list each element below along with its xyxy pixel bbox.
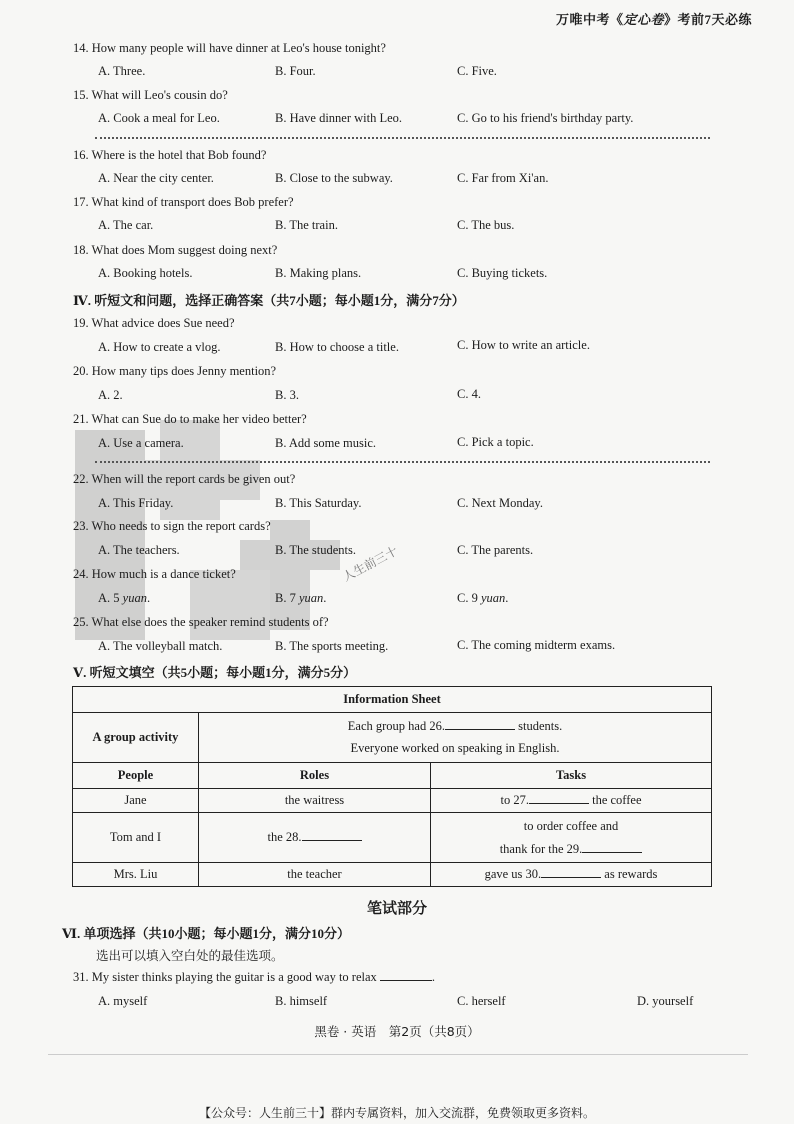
question-16-stem: 16. Where is the hotel that Bob found? [73,148,267,162]
question-20-option-b: B. 3. [275,388,299,402]
section-6-heading: Ⅵ. 单项选择（共10小题；每小题1分，满分10分） [62,926,350,941]
promo-text: 【公众号：人生前三十】群内专属资料，加入交流群，免费领取更多资料。 [198,1106,595,1120]
table-title: Information Sheet [73,687,712,713]
question-24-stem: 24. How much is a dance ticket? [73,567,236,581]
section-5-heading: Ⅴ. 听短文填空（共5小题；每小题1分，满分5分） [73,665,357,680]
question-17-stem: 17. What kind of transport does Bob prefer? [73,195,294,209]
question-31-option-c: C. herself [457,994,506,1008]
answer-blank-28[interactable] [302,840,362,841]
question-20-option-a: A. 2. [98,388,123,402]
question-31-option-b: B. himself [275,994,328,1008]
watermark-stamp: 人生前三十 [340,543,401,585]
question-25-option-c: C. The coming midterm exams. [457,638,616,652]
question-16-option-a: A. Near the city center. [98,171,214,185]
question-31-stem: 31. My sister thinks playing the guitar is a good way to relax . [73,970,436,984]
question-25-stem: 25. What else does the speaker remind students of? [73,615,329,629]
dotted-divider [95,461,710,463]
question-22-option-a: A. This Friday. [98,496,174,510]
question-15-option-b: B. Have dinner with Leo. [275,111,403,125]
page-number: 黑卷 · 英语 第2页（共8页） [314,1024,480,1039]
question-25-option-a: A. The volleyball match. [98,639,223,653]
book-name: 定心卷 [623,12,664,27]
information-sheet-table [72,686,712,887]
group-activity-label: A group activity [73,713,199,763]
footer-divider [48,1054,748,1055]
question-21-option-b: B. Add some music. [275,436,377,450]
answer-blank-29[interactable] [582,852,642,853]
answer-blank-26[interactable] [445,729,515,730]
written-section-title: 笔试部分 [366,899,427,917]
question-19-stem: 19. What advice does Sue need? [73,316,235,330]
column-header-people: People [73,763,199,789]
question-21-option-c: C. Pick a topic. [457,435,534,449]
dotted-divider [95,137,710,139]
question-14-option-a: A. Three. [98,64,146,78]
question-17-option-a: A. The car. [98,218,154,232]
question-17-option-c: C. The bus. [457,218,515,232]
question-31-option-a: A. myself [98,994,148,1008]
question-21-stem: 21. What can Sue do to make her video better? [73,412,307,426]
question-20-option-c: C. 4. [457,387,481,401]
answer-blank-31[interactable] [380,980,432,981]
question-22-stem: 22. When will the report cards be given out? [73,472,296,486]
column-header-tasks: Tasks [431,763,712,789]
question-14-option-b: B. Four. [275,64,316,78]
group-activity-content: Each group had 26. students. Everyone worked on speaking in English. [199,713,712,763]
question-18-option-b: B. Making plans. [275,266,362,280]
question-18-option-c: C. Buying tickets. [457,266,548,280]
answer-blank-30[interactable] [541,877,601,878]
question-20-stem: 20. How many tips does Jenny mention? [73,364,277,378]
question-15-stem: 15. What will Leo's cousin do? [73,88,228,102]
question-19-option-c: C. How to write an article. [457,338,590,352]
answer-blank-27[interactable] [529,803,589,804]
section-6-instruction: 选出可以填入空白处的最佳选项。 [96,949,284,963]
table-row: Jane the waitress to 27. the coffee [73,789,712,813]
question-25-option-b: B. The sports meeting. [275,639,389,653]
question-21-option-a: A. Use a camera. [98,436,184,450]
question-22-option-c: C. Next Monday. [457,496,543,510]
question-17-option-b: B. The train. [275,218,338,232]
question-14-stem: 14. How many people will have dinner at Leo's house tonight? [73,41,386,55]
question-23-stem: 23. Who needs to sign the report cards? [73,519,271,533]
question-19-option-b: B. How to choose a title. [275,340,399,354]
question-31-option-d: D. yourself [637,994,694,1008]
question-14-option-c: C. Five. [457,64,497,78]
question-19-option-a: A. How to create a vlog. [98,340,221,354]
question-18-stem: 18. What does Mom suggest doing next? [73,243,278,257]
column-header-roles: Roles [199,763,431,789]
question-18-option-a: A. Booking hotels. [98,266,193,280]
question-15-option-c: C. Go to his friend's birthday party. [457,111,634,125]
question-23-option-b: B. The students. [275,543,357,557]
question-16-option-c: C. Far from Xi'an. [457,171,549,185]
question-16-option-b: B. Close to the subway. [275,171,393,185]
question-24-option-c: C. 9 yuan. [457,591,509,605]
page-header: 万唯中考《定心卷》考前7天必练 [555,12,752,27]
question-24-option-a: A. 5 yuan. [98,591,151,605]
table-row: Mrs. Liu the teacher gave us 30. as rewards [73,863,712,887]
table-row: Tom and I the 28. to order coffee and thank for the 29. [73,813,712,863]
question-22-option-b: B. This Saturday. [275,496,362,510]
question-24-option-b: B. 7 yuan. [275,591,327,605]
question-23-option-a: A. The teachers. [98,543,180,557]
section-4-heading: Ⅳ. 听短文和问题，选择正确答案（共7小题；每小题1分，满分7分） [73,293,465,308]
question-15-option-a: A. Cook a meal for Leo. [98,111,220,125]
question-23-option-c: C. The parents. [457,543,534,557]
